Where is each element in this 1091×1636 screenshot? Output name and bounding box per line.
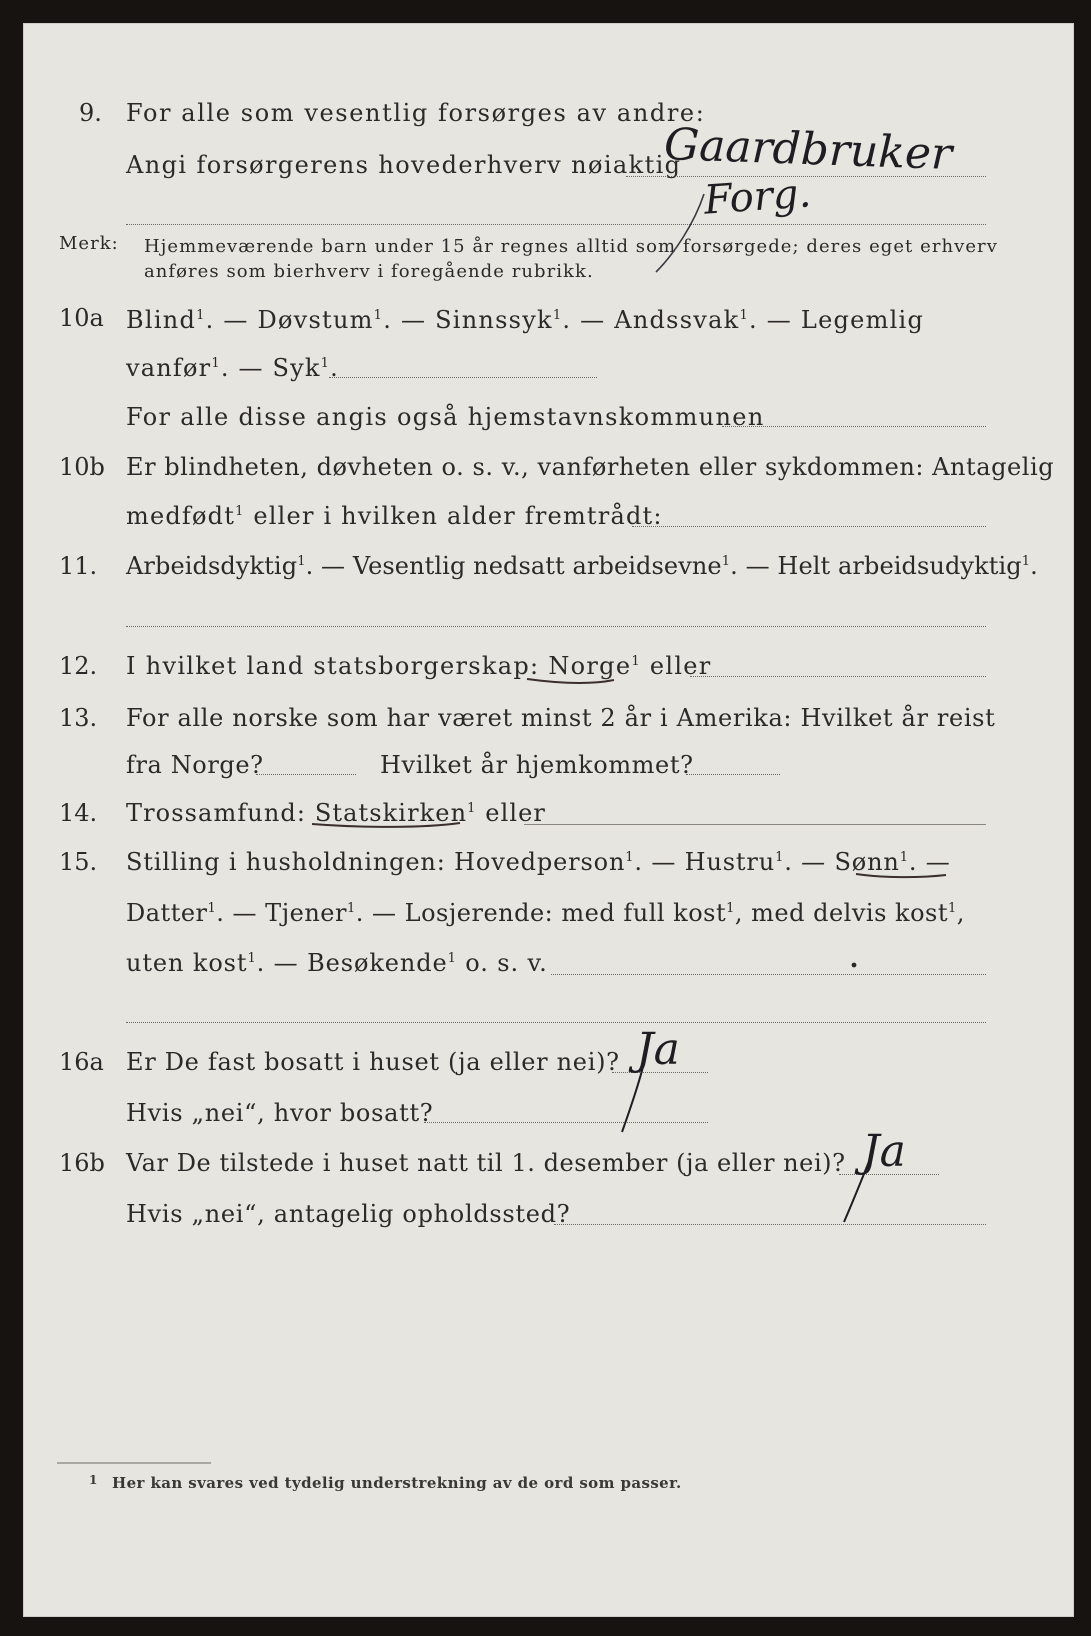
q14-line: Trossamfund: Statskirken$^1$ eller <box>126 799 547 827</box>
q13-line2b: Hvilket år hjemkommet? <box>380 751 694 779</box>
footnote-mark: 1 <box>89 1473 98 1487</box>
q16a-pen-stroke <box>622 1054 646 1132</box>
q15-number: 15. <box>59 848 98 876</box>
q11-line: Arbeidsdyktig$^1$. — Vesentlig nedsatt arbeidsevne$^1$. — Helt arbeidsudyktig$^1$. <box>126 552 1038 580</box>
merk-label: Merk: <box>59 233 119 254</box>
q12-line: I hvilket land statsborgerskap: Norge$^1$ eller <box>126 652 712 680</box>
q9-pen-stroke <box>656 194 704 272</box>
q16b-handwritten-answer: Ja <box>862 1126 906 1177</box>
q10b-line2: medfødt$^1$ eller i hvilken alder fremtrådt: <box>126 502 663 530</box>
statskirken-underline-mark <box>312 823 460 827</box>
q9-handwritten-answer: Gaardbruker <box>663 118 953 181</box>
q13-number: 13. <box>59 704 98 732</box>
q12-number: 12. <box>59 652 98 680</box>
q16b-line2: Hvis „nei“, antagelig opholdssted? <box>126 1200 571 1228</box>
q10b-number: 10b <box>59 453 105 481</box>
q16a-line1: Er De fast bosatt i huset (ja eller nei)? <box>126 1048 620 1076</box>
q14-option-statskirken: Statskirken <box>314 799 468 827</box>
q16a-handwritten-answer: Ja <box>636 1024 680 1075</box>
q10b-line1: Er blindheten, døvheten o. s. v., vanførheten eller sykdommen: Antagelig <box>126 453 1055 481</box>
q15-line1: Stilling i husholdningen: Hovedperson$^1$. — Hustru$^1$. — Sønn$^1$. — <box>126 848 951 876</box>
merk-line1: Hjemmeværende barn under 15 år regnes alltid som forsørgede; deres eget erhverv <box>144 236 998 257</box>
norge-underline-mark <box>527 679 614 683</box>
q13-line1: For alle norske som har været minst 2 år i Amerika: Hvilket år reist <box>126 704 996 732</box>
census-form-page <box>23 23 1074 1617</box>
q10a-line2: vanfør$^1$. — Syk$^1$. <box>126 354 339 382</box>
q9-handwritten-answer-2: Forg. <box>702 170 813 224</box>
q15-option-sonn: Sønn <box>834 848 900 876</box>
q16b-pen-stroke <box>844 1154 872 1222</box>
q15-line3: uten kost$^1$. — Besøkende$^1$ o. s. v. <box>126 949 548 977</box>
q12-option-norge: Norge <box>548 652 632 680</box>
pen-marks <box>24 24 1075 1618</box>
q10a-number: 10a <box>59 304 104 332</box>
footnote-text: Her kan svares ved tydelig understrekning av de ord som passer. <box>112 1474 682 1492</box>
q10a-line1: Blind$^1$. — Døvstum$^1$. — Sinnssyk$^1$. — Andssvak$^1$. — Legemlig <box>126 306 925 334</box>
q15-line2: Datter$^1$. — Tjener$^1$. — Losjerende: med full kost$^1$, med delvis kost$^1$, <box>126 899 965 927</box>
q16b-line1: Var De tilstede i huset natt til 1. desember (ja eller nei)? <box>126 1149 846 1177</box>
merk-line2: anføres som bierhverv i foregående rubrikk. <box>144 261 594 282</box>
q13-line2a: fra Norge? <box>126 751 264 779</box>
q9-line1: For alle som vesentlig forsørges av andre: <box>126 99 706 127</box>
q16a-number: 16a <box>59 1048 104 1076</box>
q16b-number: 16b <box>59 1149 105 1177</box>
q16a-line2: Hvis „nei“, hvor bosatt? <box>126 1099 434 1127</box>
q15-ink-dot <box>852 963 857 968</box>
q9-number: 9. <box>79 99 102 127</box>
q11-number: 11. <box>59 552 98 580</box>
sonn-underline-mark <box>856 874 946 877</box>
q14-number: 14. <box>59 799 98 827</box>
q9-line2: Angi forsørgerens hovederhverv nøiaktig <box>126 151 682 179</box>
q10a-line3: For alle disse angis også hjemstavnskommunen <box>126 403 765 431</box>
